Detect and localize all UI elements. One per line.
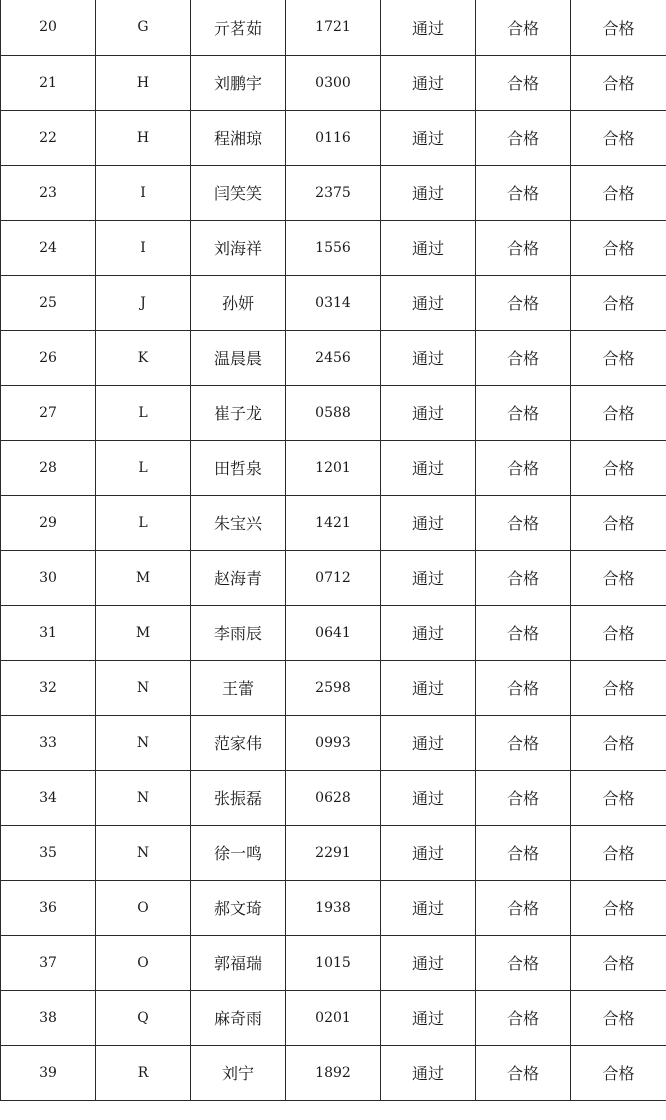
status-cell: 通过 [381,825,476,880]
result-cell-2: 合格 [571,0,666,55]
id-number-cell: 2598 [286,660,381,715]
name-cell: 王蕾 [191,660,286,715]
status-cell: 通过 [381,605,476,660]
row-number-cell: 24 [1,220,96,275]
group-letter-cell: Q [96,990,191,1045]
table-row [1,110,666,165]
row-number-cell: 38 [1,990,96,1045]
status-cell: 通过 [381,440,476,495]
group-letter-cell: I [96,220,191,275]
result-cell-2: 合格 [571,440,666,495]
id-number-cell: 1938 [286,880,381,935]
name-cell: 崔子龙 [191,385,286,440]
result-cell-2: 合格 [571,880,666,935]
group-letter-cell: G [96,0,191,55]
id-number-cell: 0201 [286,990,381,1045]
group-letter-cell: M [96,550,191,605]
result-cell-2: 合格 [571,550,666,605]
row-number-cell: 35 [1,825,96,880]
status-cell: 通过 [381,275,476,330]
group-letter-cell: I [96,165,191,220]
group-letter-cell: L [96,385,191,440]
result-cell-2: 合格 [571,220,666,275]
row-number-cell: 39 [1,1045,96,1100]
status-cell: 通过 [381,880,476,935]
table-row [1,385,666,440]
name-cell: 郝文琦 [191,880,286,935]
status-cell: 通过 [381,770,476,825]
id-number-cell: 2291 [286,825,381,880]
name-cell: 徐一鸣 [191,825,286,880]
row-number-cell: 28 [1,440,96,495]
result-cell-2: 合格 [571,990,666,1045]
group-letter-cell: N [96,715,191,770]
result-cell-1: 合格 [476,715,571,770]
table-row [1,715,666,770]
group-letter-cell: H [96,55,191,110]
table-row [1,55,666,110]
result-cell-2: 合格 [571,605,666,660]
table-row [1,1045,666,1100]
id-number-cell: 0588 [286,385,381,440]
group-letter-cell: M [96,605,191,660]
id-number-cell: 0314 [286,275,381,330]
result-cell-2: 合格 [571,330,666,385]
id-number-cell: 0628 [286,770,381,825]
id-number-cell: 1421 [286,495,381,550]
row-number-cell: 20 [1,0,96,55]
table-row [1,440,666,495]
result-cell-1: 合格 [476,495,571,550]
status-cell: 通过 [381,220,476,275]
id-number-cell: 0116 [286,110,381,165]
table-row [1,660,666,715]
id-number-cell: 1201 [286,440,381,495]
result-cell-1: 合格 [476,880,571,935]
group-letter-cell: L [96,440,191,495]
result-cell-1: 合格 [476,385,571,440]
result-cell-2: 合格 [571,935,666,990]
row-number-cell: 21 [1,55,96,110]
status-cell: 通过 [381,495,476,550]
row-number-cell: 32 [1,660,96,715]
name-cell: 田哲泉 [191,440,286,495]
result-cell-2: 合格 [571,715,666,770]
group-letter-cell: H [96,110,191,165]
result-cell-2: 合格 [571,660,666,715]
result-cell-2: 合格 [571,825,666,880]
result-cell-2: 合格 [571,275,666,330]
table-row [1,495,666,550]
id-number-cell: 1721 [286,0,381,55]
id-number-cell: 0993 [286,715,381,770]
id-number-cell: 1556 [286,220,381,275]
table-row [1,935,666,990]
result-cell-1: 合格 [476,165,571,220]
group-letter-cell: O [96,880,191,935]
result-cell-1: 合格 [476,825,571,880]
result-cell-1: 合格 [476,605,571,660]
id-number-cell: 1892 [286,1045,381,1100]
table-row [1,550,666,605]
name-cell: 孙妍 [191,275,286,330]
result-cell-1: 合格 [476,1045,571,1100]
result-cell-2: 合格 [571,55,666,110]
status-cell: 通过 [381,385,476,440]
status-cell: 通过 [381,990,476,1045]
group-letter-cell: J [96,275,191,330]
status-cell: 通过 [381,935,476,990]
name-cell: 朱宝兴 [191,495,286,550]
row-number-cell: 33 [1,715,96,770]
result-cell-1: 合格 [476,110,571,165]
status-cell: 通过 [381,330,476,385]
id-number-cell: 0712 [286,550,381,605]
table-row [1,220,666,275]
name-cell: 麻奇雨 [191,990,286,1045]
result-cell-2: 合格 [571,1045,666,1100]
result-cell-2: 合格 [571,165,666,220]
group-letter-cell: R [96,1045,191,1100]
table-row [1,330,666,385]
name-cell: 闫笑笑 [191,165,286,220]
name-cell: 刘宁 [191,1045,286,1100]
status-cell: 通过 [381,55,476,110]
group-letter-cell: N [96,660,191,715]
status-cell: 通过 [381,110,476,165]
id-number-cell: 1015 [286,935,381,990]
row-number-cell: 30 [1,550,96,605]
name-cell: 郭福瑞 [191,935,286,990]
row-number-cell: 34 [1,770,96,825]
table-row [1,275,666,330]
result-cell-1: 合格 [476,990,571,1045]
row-number-cell: 22 [1,110,96,165]
id-number-cell: 2375 [286,165,381,220]
result-cell-1: 合格 [476,330,571,385]
result-cell-1: 合格 [476,770,571,825]
name-cell: 赵海青 [191,550,286,605]
name-cell: 温晨晨 [191,330,286,385]
row-number-cell: 27 [1,385,96,440]
result-cell-2: 合格 [571,495,666,550]
table-row [1,770,666,825]
name-cell: 刘海祥 [191,220,286,275]
table-row [1,0,666,55]
row-number-cell: 31 [1,605,96,660]
result-cell-2: 合格 [571,110,666,165]
group-letter-cell: L [96,495,191,550]
group-letter-cell: O [96,935,191,990]
status-cell: 通过 [381,0,476,55]
group-letter-cell: N [96,770,191,825]
group-letter-cell: N [96,825,191,880]
name-cell: 范家伟 [191,715,286,770]
result-cell-1: 合格 [476,0,571,55]
row-number-cell: 26 [1,330,96,385]
result-cell-1: 合格 [476,440,571,495]
table-row [1,990,666,1045]
result-cell-1: 合格 [476,660,571,715]
status-cell: 通过 [381,660,476,715]
status-cell: 通过 [381,1045,476,1100]
name-cell: 亓茗茹 [191,0,286,55]
name-cell: 张振磊 [191,770,286,825]
result-cell-1: 合格 [476,55,571,110]
status-cell: 通过 [381,715,476,770]
row-number-cell: 29 [1,495,96,550]
table-row [1,825,666,880]
table-row [1,605,666,660]
result-cell-2: 合格 [571,770,666,825]
table-row [1,880,666,935]
group-letter-cell: K [96,330,191,385]
status-cell: 通过 [381,165,476,220]
id-number-cell: 0300 [286,55,381,110]
result-cell-1: 合格 [476,275,571,330]
name-cell: 刘鹏宇 [191,55,286,110]
row-number-cell: 37 [1,935,96,990]
id-number-cell: 2456 [286,330,381,385]
name-cell: 程湘琼 [191,110,286,165]
id-number-cell: 0641 [286,605,381,660]
result-cell-2: 合格 [571,385,666,440]
result-cell-1: 合格 [476,550,571,605]
name-cell: 李雨辰 [191,605,286,660]
row-number-cell: 23 [1,165,96,220]
result-cell-1: 合格 [476,220,571,275]
result-cell-1: 合格 [476,935,571,990]
row-number-cell: 25 [1,275,96,330]
status-cell: 通过 [381,550,476,605]
row-number-cell: 36 [1,880,96,935]
table-row [1,165,666,220]
table-body [1,0,666,1100]
